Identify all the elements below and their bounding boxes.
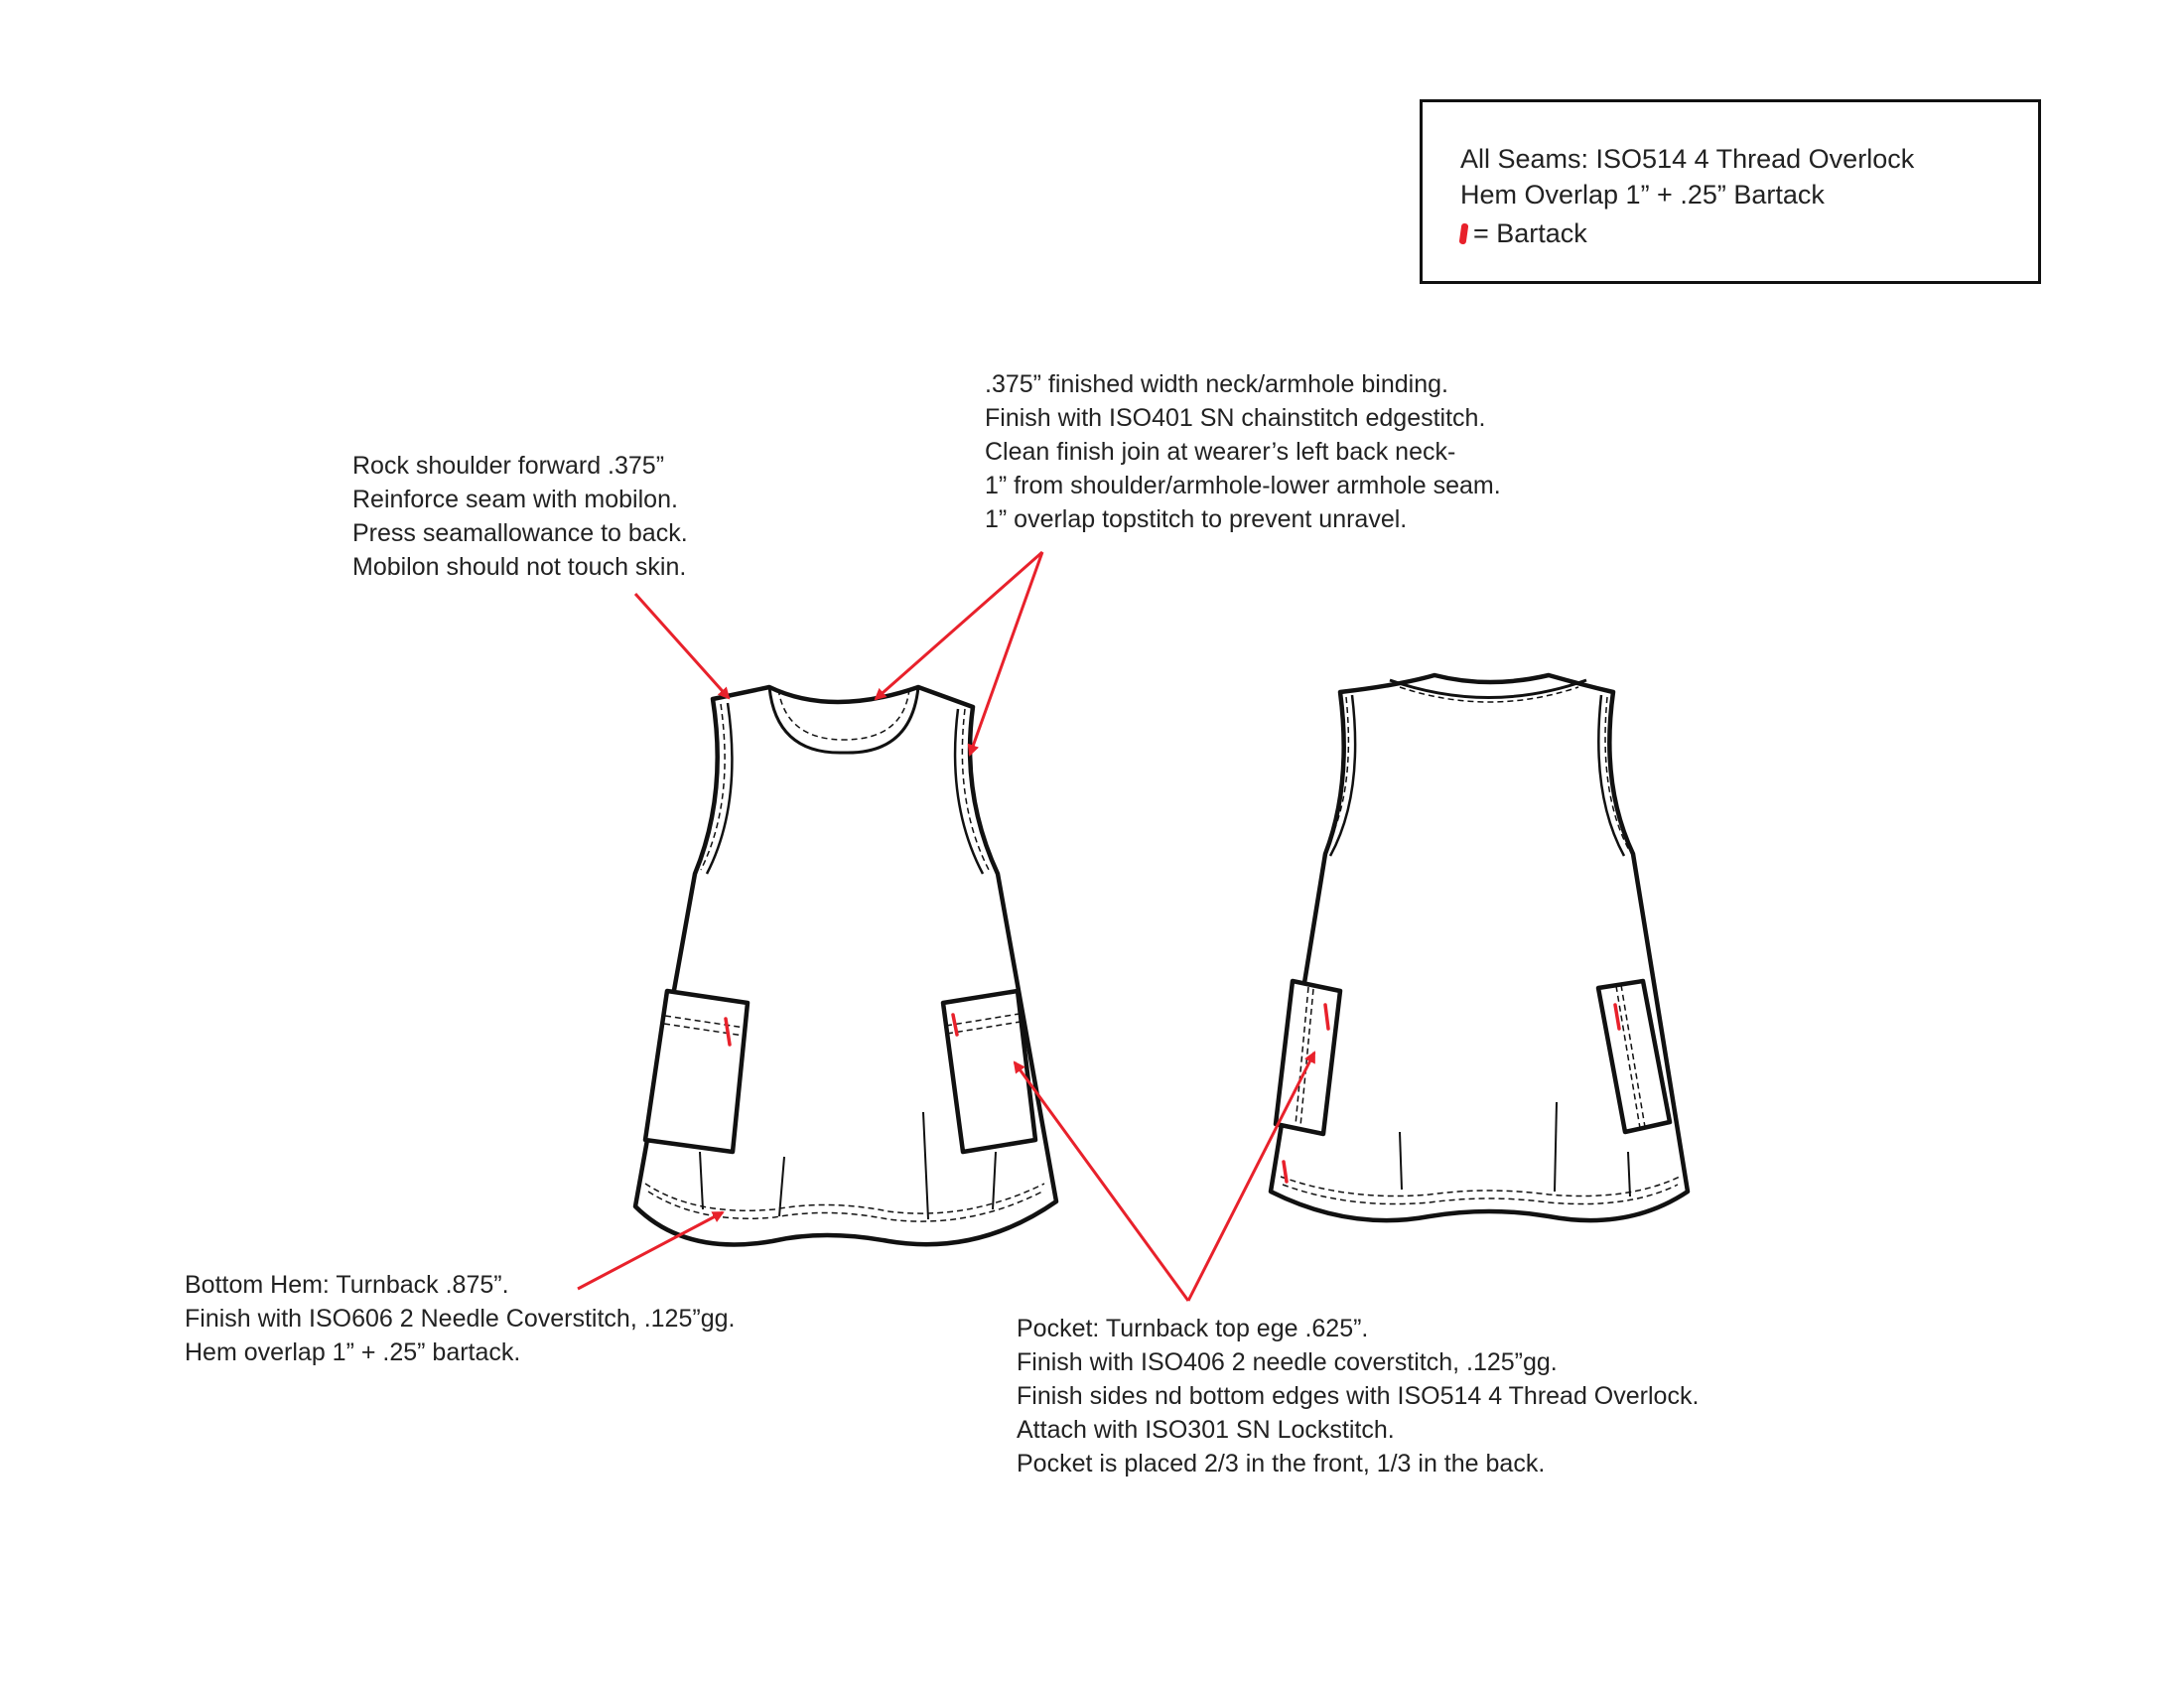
hem-note-line: Bottom Hem: Turnback .875”.	[185, 1271, 509, 1299]
legend-all-seams: All Seams: ISO514 4 Thread Overlock	[1460, 144, 1915, 174]
legend-hem-overlap: Hem Overlap 1” + .25” Bartack	[1460, 180, 1825, 210]
binding-note-line: Clean finish join at wearer’s left back neck-	[985, 438, 1456, 466]
binding-note-line: 1” from shoulder/armhole-lower armhole seam.	[985, 472, 1501, 499]
back-body-outline	[1271, 675, 1688, 1220]
front-left-pocket	[645, 991, 748, 1152]
shoulder-note-line: Reinforce seam with mobilon.	[352, 486, 678, 513]
shoulder-callout-arrow	[635, 594, 729, 698]
shoulder-note-line: Rock shoulder forward .375”	[352, 452, 665, 480]
pocket-note-line: Attach with ISO301 SN Lockstitch.	[1017, 1416, 1395, 1444]
pocket-note-line: Pocket is placed 2/3 in the front, 1/3 in the back.	[1017, 1450, 1546, 1477]
shoulder-note-line: Press seamallowance to back.	[352, 519, 688, 547]
shoulder-note-line: Mobilon should not touch skin.	[352, 553, 687, 581]
binding-note-line: .375” finished width neck/armhole binding.	[985, 370, 1448, 398]
front-view	[635, 687, 1056, 1244]
front-body-outline	[635, 687, 1056, 1244]
pocket-note-line: Pocket: Turnback top ege .625”.	[1017, 1315, 1369, 1342]
hem-note-line: Finish with ISO606 2 Needle Coverstitch, .125”gg.	[185, 1305, 736, 1333]
pocket-note-line: Finish with ISO406 2 needle coverstitch, .125”gg.	[1017, 1348, 1558, 1376]
binding-note-line: Finish with ISO401 SN chainstitch edgestitch.	[985, 404, 1486, 432]
hem-callout-arrow	[578, 1212, 723, 1289]
pocket-note-line: Finish sides nd bottom edges with ISO514 4 Thread Overlock.	[1017, 1382, 1700, 1410]
back-view	[1271, 675, 1688, 1220]
binding-note-line: 1” overlap topstitch to prevent unravel.	[985, 505, 1408, 533]
legend-bartack-label: = Bartack	[1473, 218, 1587, 248]
hem-note-line: Hem overlap 1” + .25” bartack.	[185, 1338, 521, 1366]
